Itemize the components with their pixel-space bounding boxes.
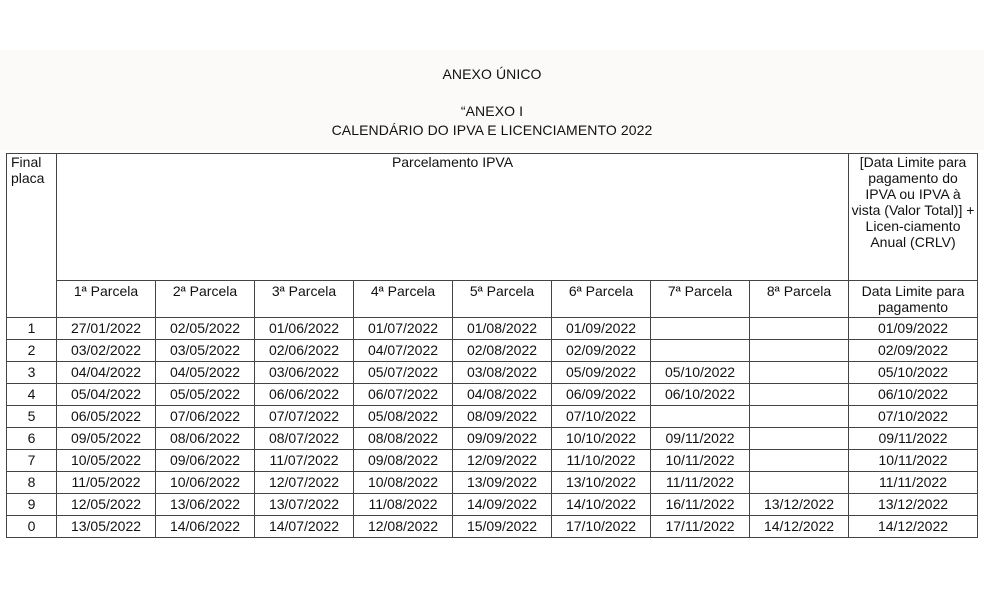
table-row: [7, 362, 978, 384]
cell-parcela-1: 05/04/2022: [57, 384, 156, 406]
cell-data-limite: 07/10/2022: [849, 406, 978, 428]
header-data-limite-pagamento: Data Limite para pagamento: [849, 281, 978, 318]
ipva-calendar-table: [6, 153, 978, 538]
cell-parcela-4: 09/08/2022: [354, 450, 453, 472]
cell-parcela-3: 08/07/2022: [255, 428, 354, 450]
cell-final-placa: 6: [7, 428, 57, 450]
cell-parcela-3: 03/06/2022: [255, 362, 354, 384]
cell-parcela-7: 09/11/2022: [651, 428, 750, 450]
cell-parcela-4: 10/08/2022: [354, 472, 453, 494]
cell-parcela-2: 09/06/2022: [156, 450, 255, 472]
cell-parcela-5: 09/09/2022: [453, 428, 552, 450]
cell-final-placa: 4: [7, 384, 57, 406]
cell-parcela-4: 05/08/2022: [354, 406, 453, 428]
cell-parcela-4: 12/08/2022: [354, 516, 453, 538]
annex-subtitle: “ANEXO I: [460, 103, 524, 119]
table-row: [7, 472, 978, 494]
cell-parcela-3: 11/07/2022: [255, 450, 354, 472]
cell-parcela-6: 05/09/2022: [552, 362, 651, 384]
table-body: [7, 318, 978, 538]
cell-parcela-2: 04/05/2022: [156, 362, 255, 384]
header-parcela-5: 5ª Parcela: [453, 281, 552, 318]
cell-parcela-7: [651, 340, 750, 362]
cell-parcela-7: 10/11/2022: [651, 450, 750, 472]
cell-parcela-7: 17/11/2022: [651, 516, 750, 538]
cell-parcela-2: 08/06/2022: [156, 428, 255, 450]
cell-parcela-4: 01/07/2022: [354, 318, 453, 340]
cell-parcela-7: 11/11/2022: [651, 472, 750, 494]
cell-parcela-3: 02/06/2022: [255, 340, 354, 362]
cell-parcela-8: [750, 318, 849, 340]
cell-data-limite: 05/10/2022: [849, 362, 978, 384]
cell-parcela-6: 06/09/2022: [552, 384, 651, 406]
cell-parcela-6: 13/10/2022: [552, 472, 651, 494]
header-data-limite: [Data Limite para pagamento do IPVA ou IPVA à vista (Valor Total)] + Licen-ciamento Anual (CRLV): [849, 154, 978, 281]
cell-data-limite: 02/09/2022: [849, 340, 978, 362]
cell-parcela-3: 13/07/2022: [255, 494, 354, 516]
cell-parcela-2: 10/06/2022: [156, 472, 255, 494]
table-row: [7, 428, 978, 450]
header-parcelamento: Parcelamento IPVA: [57, 154, 849, 281]
cell-parcela-8: [750, 384, 849, 406]
cell-parcela-6: 11/10/2022: [552, 450, 651, 472]
cell-final-placa: 8: [7, 472, 57, 494]
cell-parcela-3: 07/07/2022: [255, 406, 354, 428]
cell-parcela-8: [750, 450, 849, 472]
header-parcela-4: 4ª Parcela: [354, 281, 453, 318]
cell-parcela-1: 27/01/2022: [57, 318, 156, 340]
cell-parcela-8: [750, 472, 849, 494]
cell-parcela-1: 04/04/2022: [57, 362, 156, 384]
cell-parcela-6: 10/10/2022: [552, 428, 651, 450]
cell-parcela-2: 13/06/2022: [156, 494, 255, 516]
header-parcela-1: 1ª Parcela: [57, 281, 156, 318]
cell-parcela-4: 11/08/2022: [354, 494, 453, 516]
cell-parcela-5: 01/08/2022: [453, 318, 552, 340]
cell-parcela-3: 01/06/2022: [255, 318, 354, 340]
cell-data-limite: 09/11/2022: [849, 428, 978, 450]
cell-parcela-8: 13/12/2022: [750, 494, 849, 516]
cell-parcela-8: [750, 406, 849, 428]
cell-final-placa: 1: [7, 318, 57, 340]
cell-parcela-4: 06/07/2022: [354, 384, 453, 406]
cell-final-placa: 2: [7, 340, 57, 362]
cell-data-limite: 06/10/2022: [849, 384, 978, 406]
annex-title: ANEXO ÚNICO: [442, 66, 542, 82]
cell-data-limite: 10/11/2022: [849, 450, 978, 472]
cell-data-limite: 11/11/2022: [849, 472, 978, 494]
cell-parcela-8: [750, 362, 849, 384]
cell-parcela-8: 14/12/2022: [750, 516, 849, 538]
header-parcela-8: 8ª Parcela: [750, 281, 849, 318]
cell-parcela-1: 13/05/2022: [57, 516, 156, 538]
cell-parcela-2: 05/05/2022: [156, 384, 255, 406]
cell-parcela-3: 14/07/2022: [255, 516, 354, 538]
header-parcela-3: 3ª Parcela: [255, 281, 354, 318]
header-final-placa: Final placa: [7, 154, 57, 318]
cell-parcela-8: [750, 428, 849, 450]
cell-parcela-2: 14/06/2022: [156, 516, 255, 538]
cell-parcela-3: 12/07/2022: [255, 472, 354, 494]
table-row: [7, 406, 978, 428]
header-parcela-7: 7ª Parcela: [651, 281, 750, 318]
cell-parcela-1: 10/05/2022: [57, 450, 156, 472]
table-row: [7, 516, 978, 538]
cell-parcela-1: 06/05/2022: [57, 406, 156, 428]
cell-parcela-2: 07/06/2022: [156, 406, 255, 428]
cell-parcela-6: 02/09/2022: [552, 340, 651, 362]
cell-parcela-7: [651, 406, 750, 428]
cell-parcela-3: 06/06/2022: [255, 384, 354, 406]
table-row: [7, 494, 978, 516]
cell-parcela-6: 14/10/2022: [552, 494, 651, 516]
cell-parcela-1: 11/05/2022: [57, 472, 156, 494]
header-parcela-6: 6ª Parcela: [552, 281, 651, 318]
header-parcela-2: 2ª Parcela: [156, 281, 255, 318]
cell-parcela-2: 02/05/2022: [156, 318, 255, 340]
cell-final-placa: 9: [7, 494, 57, 516]
cell-parcela-5: 12/09/2022: [453, 450, 552, 472]
cell-parcela-5: 04/08/2022: [453, 384, 552, 406]
calendar-title: CALENDÁRIO DO IPVA E LICENCIAMENTO 2022: [331, 122, 653, 138]
cell-parcela-5: 03/08/2022: [453, 362, 552, 384]
cell-parcela-5: 15/09/2022: [453, 516, 552, 538]
cell-parcela-5: 02/08/2022: [453, 340, 552, 362]
cell-parcela-5: 14/09/2022: [453, 494, 552, 516]
cell-parcela-5: 13/09/2022: [453, 472, 552, 494]
cell-parcela-4: 08/08/2022: [354, 428, 453, 450]
cell-parcela-8: [750, 340, 849, 362]
cell-final-placa: 3: [7, 362, 57, 384]
cell-parcela-1: 12/05/2022: [57, 494, 156, 516]
cell-parcela-6: 01/09/2022: [552, 318, 651, 340]
cell-parcela-4: 05/07/2022: [354, 362, 453, 384]
cell-parcela-6: 17/10/2022: [552, 516, 651, 538]
cell-final-placa: 5: [7, 406, 57, 428]
table-row: [7, 340, 978, 362]
cell-parcela-7: 05/10/2022: [651, 362, 750, 384]
table-row: [7, 318, 978, 340]
cell-parcela-1: 03/02/2022: [57, 340, 156, 362]
cell-parcela-6: 07/10/2022: [552, 406, 651, 428]
cell-parcela-7: 06/10/2022: [651, 384, 750, 406]
table-row: [7, 384, 978, 406]
cell-data-limite: 01/09/2022: [849, 318, 978, 340]
cell-parcela-2: 03/05/2022: [156, 340, 255, 362]
cell-parcela-7: [651, 318, 750, 340]
cell-data-limite: 14/12/2022: [849, 516, 978, 538]
cell-parcela-7: 16/11/2022: [651, 494, 750, 516]
cell-data-limite: 13/12/2022: [849, 494, 978, 516]
cell-final-placa: 0: [7, 516, 57, 538]
cell-parcela-4: 04/07/2022: [354, 340, 453, 362]
cell-parcela-5: 08/09/2022: [453, 406, 552, 428]
table-row: [7, 450, 978, 472]
cell-parcela-1: 09/05/2022: [57, 428, 156, 450]
cell-final-placa: 7: [7, 450, 57, 472]
